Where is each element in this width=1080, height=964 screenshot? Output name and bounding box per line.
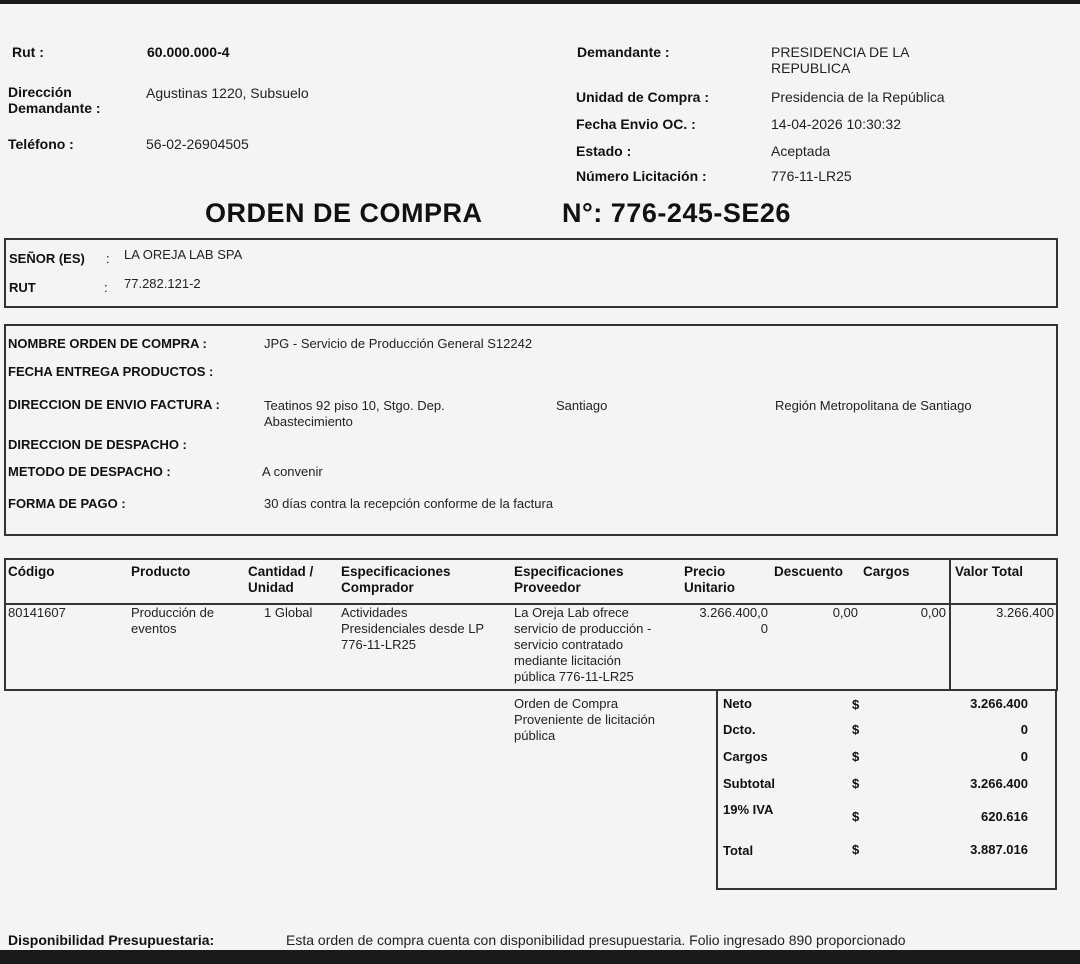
total-label-total: Total — [723, 843, 754, 858]
order-origin-note-line3: pública — [514, 728, 556, 743]
total-label-iva: 19% IVA — [723, 802, 774, 817]
disponibilidad-value: Esta orden de compra cuenta con disponibilidad presupuestaria. Folio ingresado 890 proporcionado — [286, 932, 906, 948]
col-header-espec-proveedor-line2: Proveedor — [514, 580, 581, 595]
demandante-value-line2: REPUBLICA — [771, 60, 851, 76]
row-espec-proveedor-line1: La Oreja Lab ofrece — [514, 605, 629, 620]
telefono-value: 56-02-26904505 — [146, 136, 249, 152]
envio-city: Santiago — [556, 398, 608, 413]
row-espec-comprador-line2: Presidenciales desde LP — [341, 621, 485, 636]
row-precio-line1: 3.266.400,0 — [699, 605, 768, 620]
licitacion-label: Número Licitación : — [576, 168, 707, 184]
rut-label: Rut : — [12, 44, 44, 60]
rut-value: 60.000.000-4 — [147, 44, 230, 60]
envio-factura-value — [264, 398, 445, 430]
envio-factura-label: DIRECCION DE ENVIO FACTURA : — [8, 397, 220, 412]
senor-separator: : — [106, 251, 110, 266]
metodo-despacho-value: A convenir — [262, 464, 323, 479]
supplier-rut-separator: : — [104, 280, 108, 295]
senor-label: SEÑOR (ES) — [9, 251, 85, 266]
total-currency-cargos: $ — [852, 749, 860, 764]
row-producto-line1: Producción de — [131, 605, 215, 620]
total-value-subtotal: 3.266.400 — [970, 776, 1028, 791]
direccion-label-line1: Dirección — [8, 84, 72, 100]
demandante-label: Demandante : — [577, 44, 670, 60]
supplier-rut-value: 77.282.121-2 — [124, 276, 201, 291]
total-label-subtotal: Subtotal — [723, 776, 775, 791]
estado-label: Estado : — [576, 143, 632, 159]
unidad-value: Presidencia de la República — [771, 89, 945, 105]
row-espec-proveedor-line4: mediante licitación — [514, 653, 621, 668]
licitacion-value: 776-11-LR25 — [771, 168, 852, 184]
col-header-precio-line2: Unitario — [684, 580, 736, 595]
row-cargos: 0,00 — [920, 605, 946, 620]
direccion-label — [8, 84, 101, 116]
nombre-orden-value: JPG - Servicio de Producción General S12242 — [264, 336, 533, 351]
forma-pago-value: 30 días contra la recepción conforme de la factura — [264, 496, 554, 511]
row-espec-comprador-line1: Actividades — [341, 605, 408, 620]
fecha-entrega-label: FECHA ENTREGA PRODUCTOS : — [8, 364, 214, 379]
total-value-cargos: 0 — [1020, 749, 1028, 764]
nombre-orden-label: NOMBRE ORDEN DE COMPRA : — [8, 336, 207, 351]
row-espec-proveedor-line5: pública 776-11-LR25 — [514, 669, 634, 684]
col-header-cantidad-line1: Cantidad / — [248, 564, 314, 579]
fecha-envio-label: Fecha Envio OC. : — [576, 116, 696, 132]
row-espec-comprador-line3: 776-11-LR25 — [341, 637, 416, 652]
total-value-dcto: 0 — [1020, 722, 1028, 737]
row-descuento: 0,00 — [832, 605, 858, 620]
row-producto-line2: eventos — [131, 621, 177, 636]
direccion-label-line2: Demandante : — [8, 100, 101, 116]
row-producto — [131, 605, 214, 637]
col-header-espec-comprador-line1: Especificaciones — [341, 564, 451, 579]
estado-value: Aceptada — [771, 143, 831, 159]
col-header-espec-comprador — [341, 564, 451, 596]
total-label-dcto: Dcto. — [723, 722, 756, 737]
order-number: N°: 776-245-SE26 — [562, 198, 791, 228]
bottom-edge — [0, 950, 1080, 964]
total-currency-subtotal: $ — [852, 776, 860, 791]
demandante-value — [771, 44, 910, 76]
col-header-cantidad-line2: Unidad — [248, 580, 294, 595]
envio-factura-line2: Abastecimiento — [264, 414, 353, 429]
metodo-despacho-label: METODO DE DESPACHO : — [8, 464, 171, 479]
order-origin-note-line2: Proveniente de licitación — [514, 712, 655, 727]
total-currency-dcto: $ — [852, 722, 860, 737]
row-valor-total: 3.266.400 — [996, 605, 1054, 620]
col-header-cantidad — [248, 564, 313, 596]
unidad-label: Unidad de Compra : — [576, 89, 710, 105]
row-precio-line2: 0 — [760, 621, 768, 636]
disponibilidad-label: Disponibilidad Presupuestaria: — [8, 932, 215, 948]
row-precio — [688, 605, 768, 637]
top-edge — [0, 0, 1080, 4]
col-header-espec-comprador-line2: Comprador — [341, 580, 414, 595]
senor-value: LA OREJA LAB SPA — [124, 247, 243, 262]
row-espec-proveedor — [514, 605, 651, 685]
col-header-codigo: Código — [8, 564, 55, 579]
direccion-value: Agustinas 1220, Subsuelo — [146, 85, 309, 101]
total-value-iva: 620.616 — [981, 809, 1028, 824]
total-currency-total: $ — [852, 842, 860, 857]
telefono-label: Teléfono : — [8, 136, 74, 152]
fecha-envio-value: 14-04-2026 10:30:32 — [771, 116, 901, 132]
col-header-precio-line1: Precio — [684, 564, 726, 579]
col-header-producto: Producto — [131, 564, 191, 579]
col-header-valor-total: Valor Total — [955, 564, 1024, 579]
col-header-precio — [684, 564, 735, 596]
row-espec-comprador — [341, 605, 484, 653]
col-header-espec-proveedor — [514, 564, 624, 596]
col-header-espec-proveedor-line1: Especificaciones — [514, 564, 624, 579]
total-label-neto: Neto — [723, 696, 752, 711]
col-header-cargos: Cargos — [863, 564, 910, 579]
envio-region: Región Metropolitana de Santiago — [775, 398, 972, 413]
order-origin-note-line1: Orden de Compra — [514, 696, 619, 711]
order-origin-note — [514, 696, 655, 744]
demandante-value-line1: PRESIDENCIA DE LA — [771, 44, 910, 60]
total-value-total: 3.887.016 — [970, 842, 1028, 857]
row-espec-proveedor-line2: servicio de producción - — [514, 621, 652, 636]
total-currency-neto: $ — [852, 697, 860, 712]
total-currency-iva: $ — [852, 809, 860, 824]
envio-factura-line1: Teatinos 92 piso 10, Stgo. Dep. — [264, 398, 445, 413]
valor-total-column-divider — [949, 558, 951, 691]
row-codigo: 80141607 — [8, 605, 66, 620]
direccion-despacho-label: DIRECCION DE DESPACHO : — [8, 437, 187, 452]
col-header-descuento: Descuento — [774, 564, 844, 579]
row-cantidad: 1 Global — [264, 605, 313, 620]
total-value-neto: 3.266.400 — [970, 696, 1028, 711]
forma-pago-label: FORMA DE PAGO : — [8, 496, 126, 511]
row-espec-proveedor-line3: servicio contratado — [514, 637, 624, 652]
total-label-cargos: Cargos — [723, 749, 768, 764]
supplier-rut-label: RUT — [9, 280, 36, 295]
document-title: ORDEN DE COMPRA — [205, 198, 483, 228]
